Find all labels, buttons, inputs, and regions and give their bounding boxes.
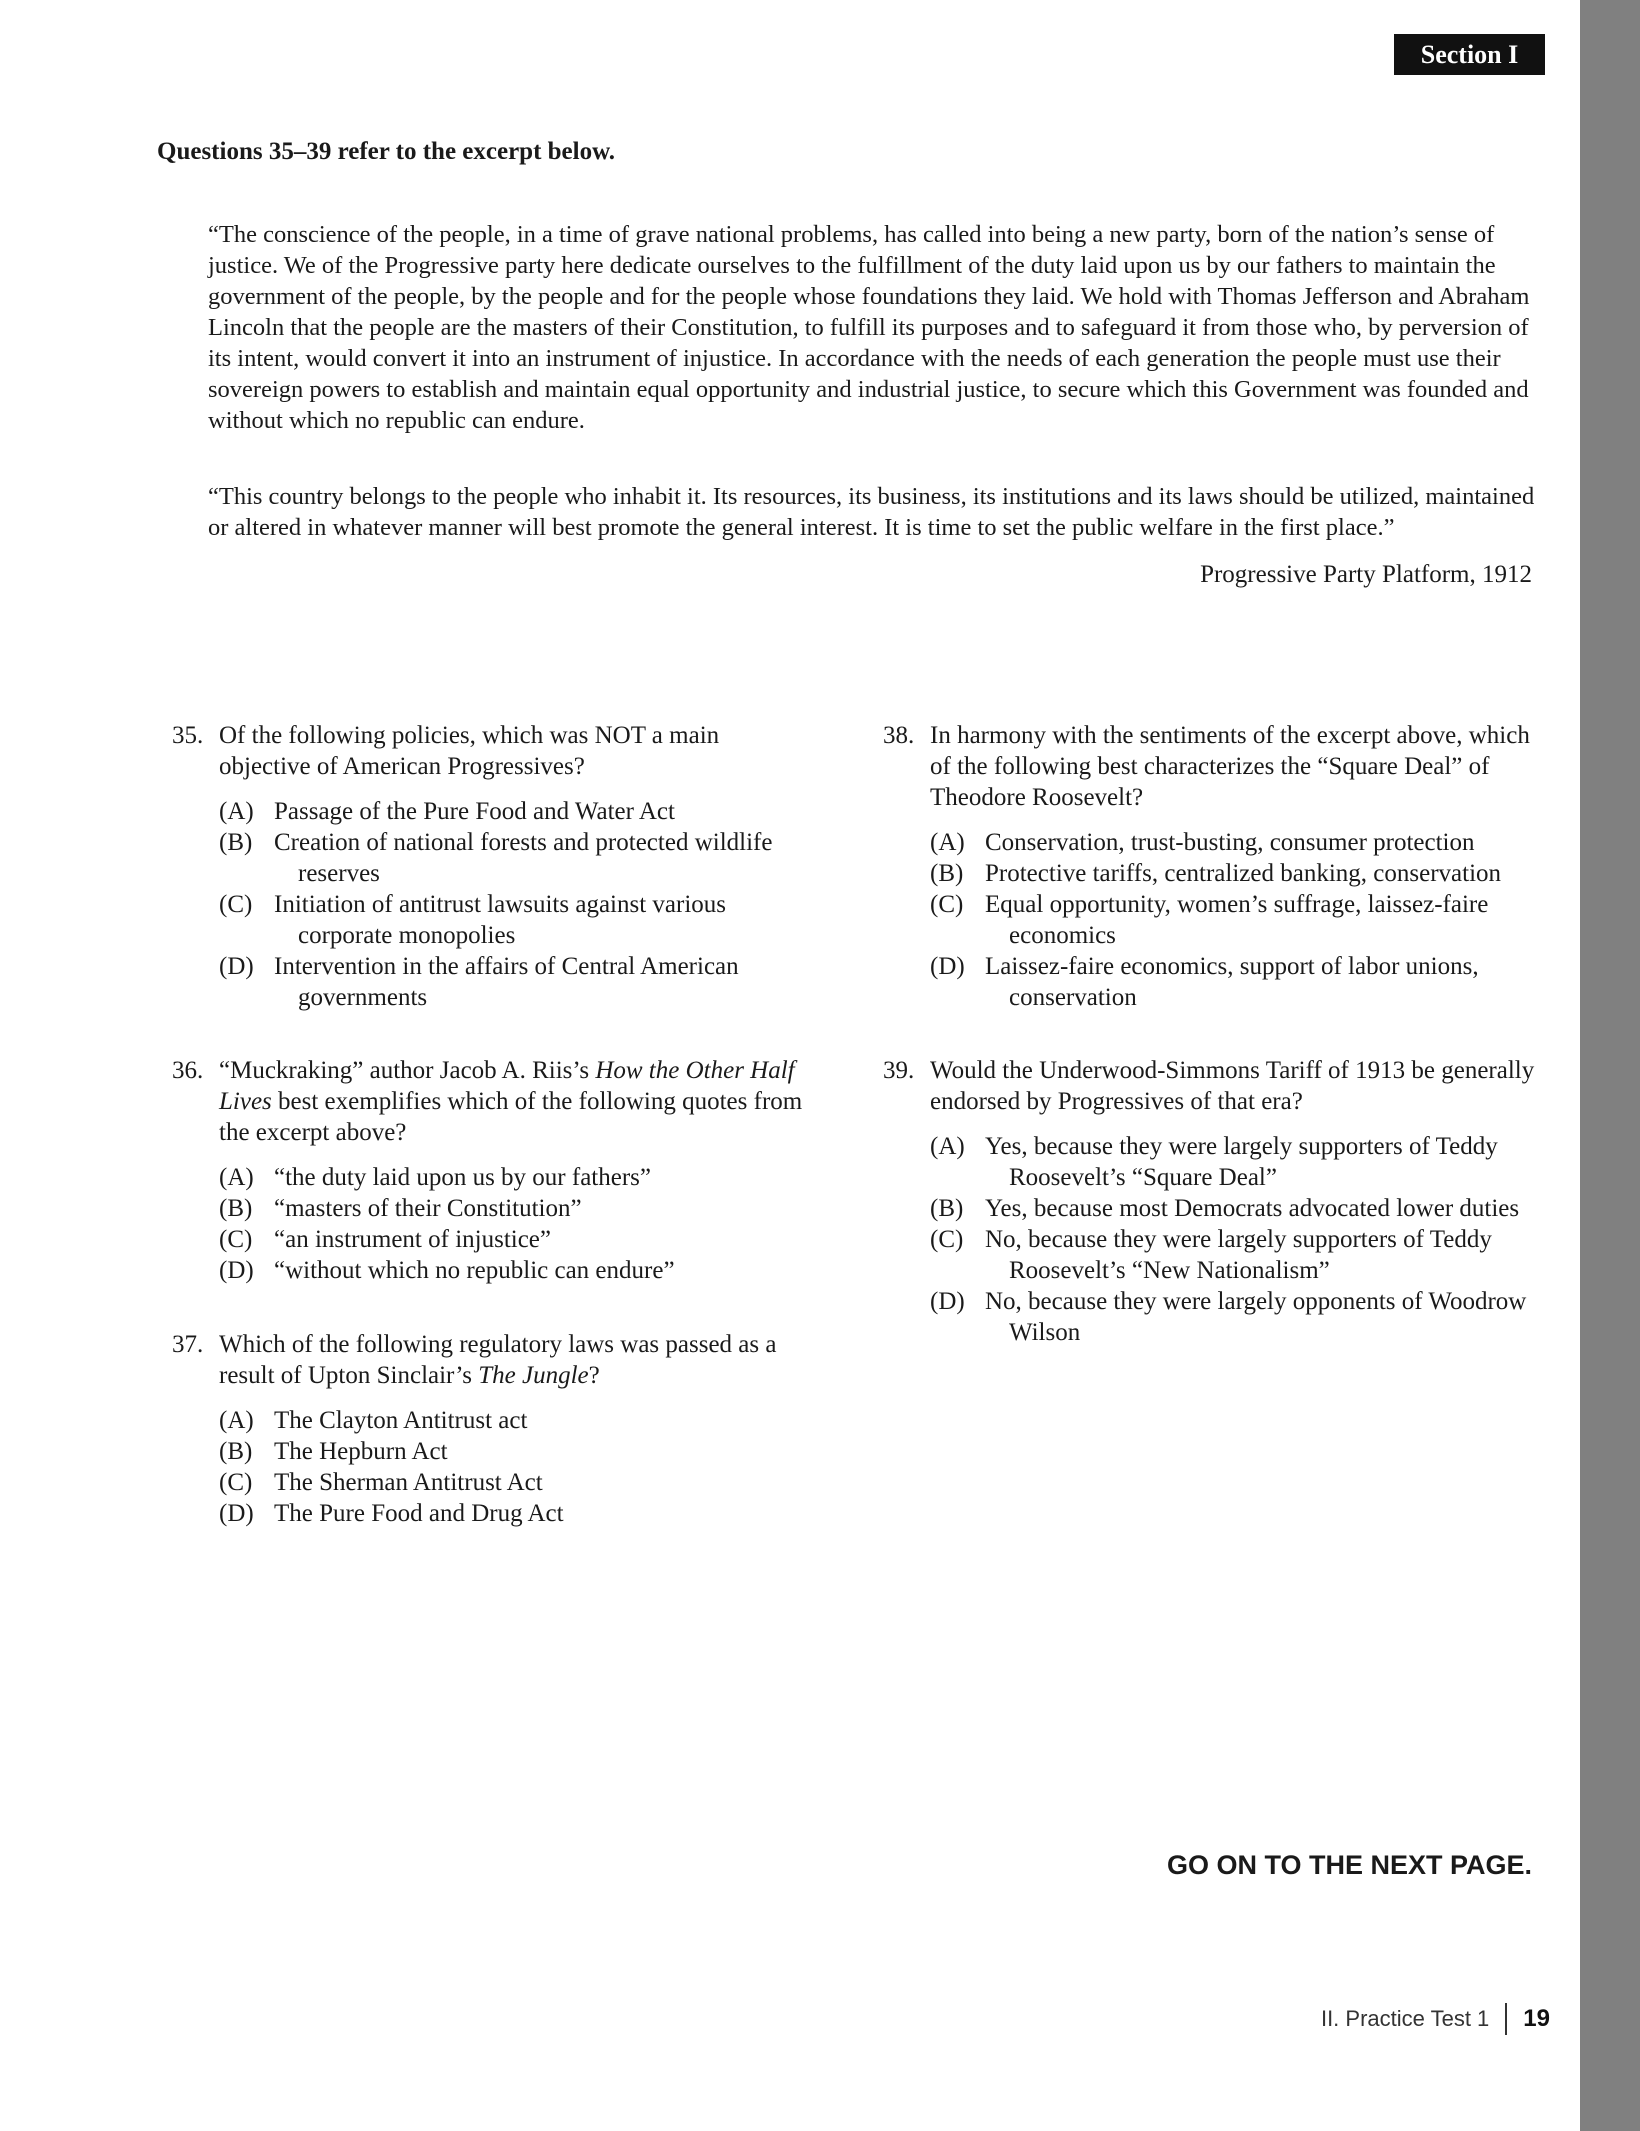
question-39	[883, 1055, 1543, 1348]
stem-text: ?	[588, 1362, 600, 1389]
choice-text: The Clayton Antitrust act	[274, 1407, 528, 1434]
choice-text: Passage of the Pure Food and Water Act	[274, 798, 675, 825]
choice-text: Yes, because they were largely supporters of Teddy Roosevelt’s “Square Deal”	[985, 1133, 1498, 1191]
passage-attribution: Progressive Party Platform, 1912	[1200, 561, 1532, 588]
choice-letter: (B)	[930, 860, 964, 887]
book-title: The Jungle	[478, 1362, 589, 1389]
footer-divider	[1505, 2003, 1507, 2035]
question-number: 37.	[172, 1331, 204, 1358]
choice-text: Intervention in the affairs of Central American governments	[274, 953, 739, 1011]
passage-paragraph-2: “This country belongs to the people who inhabit it. Its resources, its business, its institutions and its laws should be utilized, maintained or altered in whatever manner will best promote the general interest. It is time to set the public welfare in the first place.”	[208, 483, 1535, 541]
side-margin-bar	[1580, 0, 1640, 2131]
choice-letter: (C)	[219, 891, 253, 918]
answer-choice-d[interactable]	[219, 951, 812, 1013]
answer-choice-b[interactable]	[930, 1193, 1543, 1224]
question-stem: Would the Underwood-Simmons Tariff of 1913 be generally endorsed by Progressives of that era?	[930, 1057, 1535, 1115]
choice-text: No, because they were largely supporters of Teddy Roosevelt’s “New Nationalism”	[985, 1226, 1492, 1284]
choice-letter: (B)	[930, 1195, 964, 1222]
stem-text: Which of the following regulatory laws was passed as a result of Upton Sinclair’s	[219, 1331, 777, 1389]
choice-letter: (A)	[219, 1407, 254, 1434]
answer-choice-c[interactable]	[219, 889, 812, 951]
choice-text: The Hepburn Act	[274, 1438, 448, 1465]
question-37	[172, 1329, 812, 1529]
choice-letter: (C)	[219, 1469, 253, 1496]
answer-choice-b[interactable]	[219, 827, 812, 889]
choice-text: No, because they were largely opponents of Woodrow Wilson	[985, 1288, 1527, 1346]
answer-choices	[172, 1162, 812, 1286]
stem-text: best exemplifies which of the following quotes from the excerpt above?	[219, 1088, 803, 1146]
choice-text: Creation of national forests and protected wildlife reserves	[274, 829, 773, 887]
answer-choice-d[interactable]	[219, 1498, 812, 1529]
answer-choice-b[interactable]	[930, 858, 1543, 889]
answer-choice-c[interactable]	[219, 1467, 812, 1498]
choice-text: The Pure Food and Drug Act	[274, 1500, 564, 1527]
question-number: 36.	[172, 1057, 204, 1084]
choice-letter: (D)	[219, 1257, 254, 1284]
question-number: 38.	[883, 722, 915, 749]
choice-letter: (B)	[219, 1438, 253, 1465]
choice-text: Conservation, trust-busting, consumer protection	[985, 829, 1475, 856]
answer-choice-a[interactable]	[930, 1131, 1543, 1193]
answer-choices	[172, 796, 812, 1013]
choice-letter: (A)	[930, 829, 965, 856]
answer-choice-c[interactable]	[219, 1224, 812, 1255]
question-number: 39.	[883, 1057, 915, 1084]
choice-text: “an instrument of injustice”	[274, 1226, 552, 1253]
answer-choice-c[interactable]	[930, 1224, 1543, 1286]
go-on-next-page-notice: GO ON TO THE NEXT PAGE.	[1166, 1850, 1532, 1880]
choice-letter: (B)	[219, 829, 253, 856]
page-number: 19	[1523, 2005, 1550, 2032]
answer-choices	[172, 1405, 812, 1529]
answer-choice-d[interactable]	[219, 1255, 812, 1286]
passage-paragraph-1: “The conscience of the people, in a time of grave national problems, has called into being a new party, born of the nation’s sense of justice. We of the Progressive party here dedicate ourselves to the fulfillment of the duty laid upon us by our fathers to maintain the government of the people, by the people and for the people whose foundations they laid. We hold with Thomas Jefferson and Abraham Lincoln that the people are the masters of their Constitution, to fulfill its purposes and to safeguard it from those who, by perversion of its intent, would convert it into an instrument of injustice. In accordance with the needs of each generation the people must use their sovereign powers to establish and maintain equal opportunity and industrial justice, to secure which this Government was founded and without which no republic can endure.	[208, 221, 1530, 434]
answer-choice-b[interactable]	[219, 1436, 812, 1467]
choice-letter: (C)	[930, 891, 964, 918]
answer-choices	[883, 827, 1543, 1013]
answer-choice-a[interactable]	[219, 1162, 812, 1193]
choice-letter: (A)	[930, 1133, 965, 1160]
question-35	[172, 720, 812, 1013]
choice-letter: (A)	[219, 798, 254, 825]
choice-text: “the duty laid upon us by our fathers”	[274, 1164, 651, 1191]
choice-letter: (B)	[219, 1195, 253, 1222]
answer-choice-a[interactable]	[930, 827, 1543, 858]
answer-choice-a[interactable]	[219, 1405, 812, 1436]
choice-text: “without which no republic can endure”	[274, 1257, 675, 1284]
choice-text: Protective tariffs, centralized banking, conservation	[985, 860, 1502, 887]
answer-choice-d[interactable]	[930, 1286, 1543, 1348]
answer-choice-b[interactable]	[219, 1193, 812, 1224]
choice-letter: (D)	[930, 953, 965, 980]
answer-choice-a[interactable]	[219, 796, 812, 827]
answer-choices	[883, 1131, 1543, 1348]
choice-letter: (D)	[930, 1288, 965, 1315]
section-tag: Section I	[1394, 34, 1545, 75]
footer-label: II. Practice Test 1	[1320, 2006, 1490, 2031]
choice-text: “masters of their Constitution”	[274, 1195, 582, 1222]
question-stem: In harmony with the sentiments of the excerpt above, which of the following best characterizes the “Square Deal” of Theodore Roosevelt?	[930, 722, 1530, 811]
choice-text: The Sherman Antitrust Act	[274, 1469, 543, 1496]
answer-choice-c[interactable]	[930, 889, 1543, 951]
answer-choice-d[interactable]	[930, 951, 1543, 1013]
choice-letter: (C)	[219, 1226, 253, 1253]
book-title: How the Other Half Lives	[219, 1057, 795, 1115]
questions-right-column	[883, 720, 1543, 1348]
questions-left-column	[172, 720, 812, 1529]
stem-text: “Muckraking” author Jacob A. Riis’s	[219, 1057, 596, 1084]
question-36	[172, 1055, 812, 1286]
choice-text: Laissez-faire economics, support of labor unions, conservation	[985, 953, 1479, 1011]
choice-text: Yes, because most Democrats advocated lower duties	[985, 1195, 1520, 1222]
question-stem	[219, 1329, 812, 1391]
choice-letter: (D)	[219, 953, 254, 980]
choice-letter: (C)	[930, 1226, 964, 1253]
choice-text: Equal opportunity, women’s suffrage, laissez-faire economics	[985, 891, 1489, 949]
choice-letter: (A)	[219, 1164, 254, 1191]
choice-text: Initiation of antitrust lawsuits against various corporate monopolies	[274, 891, 727, 949]
question-stem: Of the following policies, which was NOT a main objective of American Progressives?	[219, 722, 720, 780]
question-number: 35.	[172, 722, 204, 749]
choice-letter: (D)	[219, 1500, 254, 1527]
question-38	[883, 720, 1543, 1013]
passage-intro: Questions 35–39 refer to the excerpt below.	[157, 138, 616, 165]
question-stem	[219, 1055, 812, 1148]
page-footer	[1310, 1999, 1550, 2039]
